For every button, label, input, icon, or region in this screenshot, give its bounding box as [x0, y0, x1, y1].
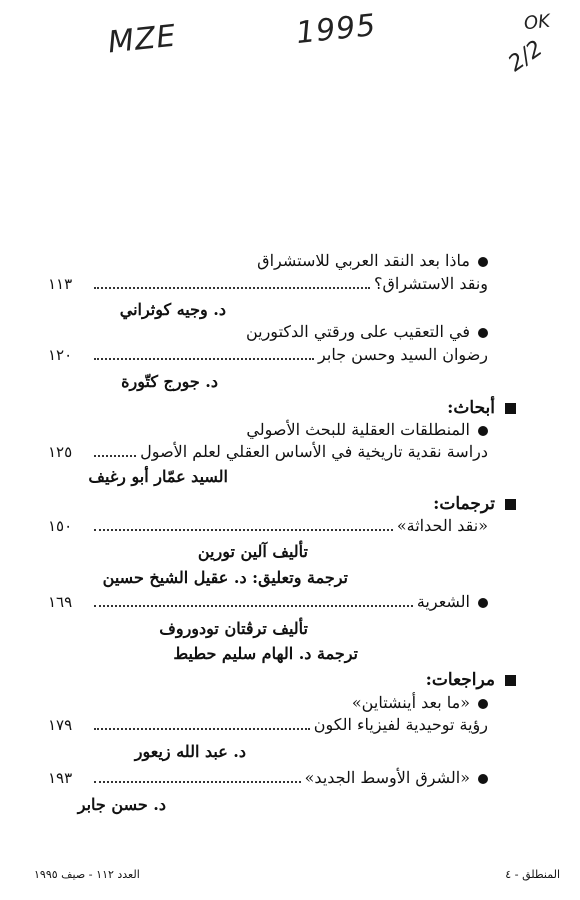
- handwritten-note-code: MZE: [106, 18, 179, 61]
- bullet-icon: [478, 426, 488, 436]
- toc-entry-translator: ترجمة د. الهام سليم حطيط: [173, 644, 358, 663]
- toc-entry-author: تأليف ترڤتان تودوروف: [159, 619, 308, 638]
- dot-leader: [94, 605, 413, 607]
- bullet-icon: [478, 257, 488, 267]
- toc-entry-author: د. وجيه كوثراني: [119, 300, 226, 319]
- bullet-icon: [478, 699, 488, 709]
- square-bullet-icon: [505, 499, 516, 510]
- toc-entry-title: «ما بعد أينشتاين»: [48, 693, 488, 713]
- page-number: ١٥٠: [48, 517, 73, 535]
- toc-entry-title: المنطلقات العقلية للبحث الأصولي: [48, 420, 488, 440]
- toc-entry-title: «نقد الحداثة»: [396, 516, 488, 535]
- square-bullet-icon: [505, 675, 516, 686]
- toc-entry-line: [48, 768, 488, 788]
- bullet-icon: [478, 328, 488, 338]
- page-number: ١٢٥: [48, 443, 73, 461]
- toc-entry-subtitle: رضوان السيد وحسن جابر: [318, 345, 488, 364]
- toc-entry-author: تأليف آلين تورين: [197, 542, 308, 561]
- toc-entry-author: د. حسن جابر: [77, 795, 166, 814]
- toc-entry-line: [48, 516, 488, 536]
- toc-entry-subtitle: رؤية توحيدية لفيزياء الكون: [313, 715, 488, 734]
- page-number: ١٦٩: [48, 593, 73, 611]
- toc-entry-translator: ترجمة وتعليق: د. عقيل الشيخ حسين: [102, 568, 348, 587]
- dot-leader: [94, 358, 314, 360]
- dot-leader: [94, 455, 136, 457]
- toc-entry-line: [48, 345, 488, 365]
- page-number: ١٩٣: [48, 769, 73, 787]
- toc-entry-subtitle: ونقد الاستشراق؟: [373, 274, 488, 293]
- toc-entry-line: [48, 592, 488, 612]
- toc-entry-author: السيد عمّار أبو رغيف: [88, 467, 228, 486]
- handwritten-note-ok: OK: [522, 10, 552, 35]
- toc-entry-line: [48, 715, 488, 735]
- square-bullet-icon: [505, 403, 516, 414]
- dot-leader: [94, 529, 393, 531]
- dot-leader: [94, 781, 301, 783]
- handwritten-note-fraction: 2/2: [504, 36, 548, 77]
- toc-entry-subtitle: دراسة نقدية تاريخية في الأساس العقلي لعلم الأصول: [140, 442, 488, 461]
- dot-leader: [94, 287, 370, 289]
- handwritten-note-year: 1995: [294, 7, 378, 52]
- toc-entry-author: د. جورج كتّورة: [121, 372, 218, 391]
- toc-entry-title: الشعرية: [416, 592, 470, 611]
- toc-entry-author: د. عبد الله زيعور: [134, 742, 246, 761]
- toc-entry-line: [48, 274, 488, 294]
- footer-page-label: المنطلق - ٤: [505, 868, 560, 881]
- toc-entry-title: ماذا بعد النقد العربي للاستشراق: [48, 251, 488, 271]
- toc-entry-line: [48, 442, 488, 462]
- page-number: ١٧٩: [48, 716, 73, 734]
- bullet-icon: [478, 774, 488, 784]
- bullet-icon: [478, 598, 488, 608]
- section-heading-research: أبحاث:: [447, 398, 516, 418]
- page-number: ١٢٠: [48, 346, 73, 364]
- footer-issue-label: العدد ١١٢ - صيف ١٩٩٥: [34, 868, 140, 881]
- page-number: ١١٣: [48, 275, 73, 293]
- toc-entry-title: في التعقيب على ورقتي الدكتورين: [48, 322, 488, 342]
- section-heading-translations: ترجمات:: [433, 494, 516, 514]
- toc-entry-title: «الشرق الأوسط الجديد»: [304, 768, 470, 787]
- section-heading-reviews: مراجعات:: [426, 670, 516, 690]
- dot-leader: [94, 728, 310, 730]
